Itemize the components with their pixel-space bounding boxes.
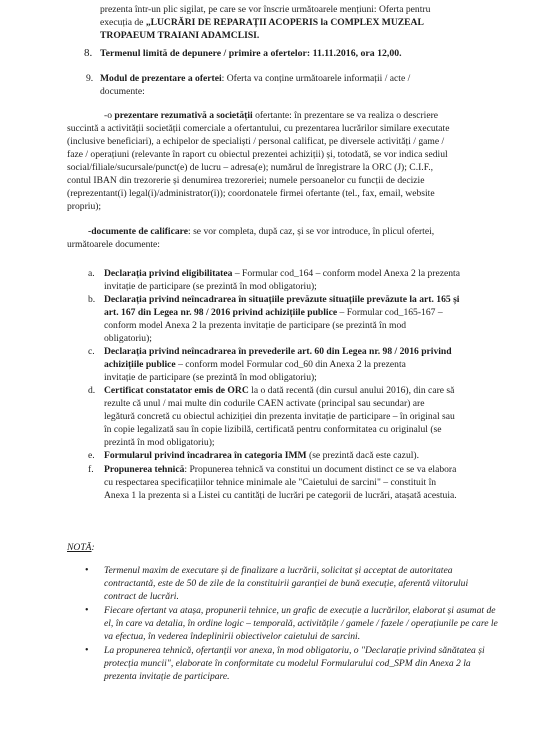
doc-item-line: prezintă în mod obligatoriu);	[104, 437, 215, 448]
doc-item-line: obligatoriu);	[104, 333, 152, 344]
deadline-text: Termenul limită de depunere / primire a ofertelor: 11.11.2016, ora 12,00.	[100, 48, 402, 59]
doc-item-line: achizițiile publice – conform model Formular cod_60 din Anexa 2 la prezenta	[104, 359, 406, 370]
nota-item-line: va efectua, în vederea îndeplinirii obiectivelor caietului de sarcini.	[104, 631, 361, 642]
doc-item-label: c.	[88, 346, 95, 357]
prezentare-line: succintă a activității societății comerciale a ofertantului, cu prezentarea lucrărilor similare executate	[67, 123, 450, 134]
doc-item-label: e.	[88, 450, 95, 461]
project-title-cont: TROPAEUM TRAIANI ADAMCLISI.	[100, 30, 260, 41]
intro-line-2: execuția de „LUCRĂRI DE REPARAȚII ACOPERIS la COMPLEX MUZEAL	[100, 17, 424, 28]
doc-item-line: Propunerea tehnică: Propunerea tehnică va constitui un document distinct ce se va elabora	[104, 464, 457, 475]
doc-item-line: Declarația privind neîncadrarea în prevederile art. 60 din Legea nr. 98 / 2016 privind	[104, 346, 452, 357]
nota-item-line: contract de lucrări.	[104, 591, 179, 602]
doc-item-line: în copie legalizată sau în copie lizibilă, certificată pentru conformitatea cu originalul (se	[104, 424, 442, 435]
doc-item-label: a.	[88, 268, 95, 279]
project-title: „LUCRĂRI DE REPARAȚII ACOPERIS la COMPLEX MUZEAL	[145, 17, 424, 28]
item-9-heading: Modul de prezentare a ofertei: Oferta va conține următoarele informații / acte /	[100, 73, 411, 84]
doc-item-line: Certificat constatator emis de ORC la o dată recentă (din cursul anului 2016), din care să	[104, 385, 455, 396]
calificare-lead-cont: următoarele documente:	[67, 239, 160, 250]
doc-item-line: conform model Anexa 2 la prezenta invitație de participare (se prezintă în mod	[104, 320, 407, 331]
nota-bullet-icon: •	[85, 565, 89, 576]
item-8-number: 8.	[84, 47, 93, 59]
doc-item-line: invitație de participare (se prezintă în mod obligatoriu);	[104, 372, 317, 383]
doc-item-label: d.	[88, 385, 96, 396]
doc-item-line: cu respectarea specificațiilor tehnice minimale ale "Caietului de sarcini" – constituit în	[104, 477, 437, 488]
prezentare-line: faze / operațiuni (relevante în raport cu obiectul prezentei achiziții) și, totodată, se vor indica sediul	[67, 149, 448, 160]
doc-item-line: Declarația privind neîncadrarea în situațiile prevăzute situațiile prevăzute la art. 165 și	[104, 294, 460, 305]
doc-item-label: f.	[88, 464, 94, 475]
nota-item-line: contractantă, este de 50 de zile de la constituirii garanției de bună execuție, aferentă viitorului	[104, 578, 469, 589]
prezentare-line: social/filiale/sucursale/punct(e) de lucru – adresa(e); numărul de înregistrare la ORC (J); C.I.F.,	[67, 162, 434, 173]
prezentare-line: (inclusive beneficiari), a echipelor de specialiști / personal calificat, pe diversele activități / game /	[67, 136, 445, 147]
doc-item-line: invitație de participare (se prezintă în mod obligatoriu);	[104, 281, 317, 292]
calificare-lead: -documente de calificare: se vor completa, după caz, și se vor introduce, în plicul ofertei,	[88, 226, 435, 237]
doc-item-line: Formularul privind încadrarea în categoria IMM (se prezintă dacă este cazul).	[104, 450, 419, 461]
prezentare-line: propriu);	[67, 201, 102, 212]
doc-item-line: Anexa 1 la prezenta si a Listei cu cantități de lucrări pe categorii de lucrări, atașată acestuia.	[104, 490, 457, 501]
nota-item-line: Fiecare ofertant va atașa, propunerii tehnice, un grafic de execuție a lucrărilor, elaborat și asumat de	[104, 605, 496, 616]
nota-item-line: el, în care va detalia, în ordine logic – temporală, activitățile / gamele / fazele / operațiunile pe care le	[104, 618, 498, 629]
item-9-heading-cont: documente:	[100, 86, 145, 97]
prezentare-line: contul IBAN din trezorerie și denumirea trezoreriei; numele persoanelor cu funcții de decizie	[67, 175, 425, 186]
doc-item-line: Declarația privind eligibilitatea – Formular cod_164 – conform model Anexa 2 la prezenta	[104, 268, 460, 279]
nota-item-line: protecția muncii", elaborate în conformitate cu modelul Formularului cod_SPM din Anexa 2 la	[104, 658, 471, 669]
nota-item-line: La propunerea tehnică, ofertanții vor anexa, în mod obligatoriu, o "Declarație privind sănătatea și	[104, 645, 485, 656]
prezentare-lead: -o prezentare rezumativă a societății ofertante: în prezentare se va realiza o descriere	[104, 110, 439, 121]
item-9-number: 9.	[86, 73, 94, 84]
nota-item-line: prezenta invitație de participare.	[104, 671, 230, 682]
prezentare-line: (reprezentant(i) legal(i)/administrator(i)); coordonatele firmei ofertante (tel., fax, email, website	[67, 188, 435, 199]
nota-heading: NOTĂ:	[67, 542, 95, 553]
nota-bullet-icon: •	[85, 645, 89, 656]
doc-item-line: legătură concretă cu obiectul achiziției din prezenta invitație de participare – în original sau	[104, 411, 455, 422]
doc-item-line: art. 167 din Legea nr. 98 / 2016 privind achizițiile publice – Formular cod_165-167 –	[104, 307, 443, 318]
nota-item-line: Termenul maxim de executare și de finalizare a lucrării, solicitat și acceptat de autoritatea	[104, 565, 453, 576]
doc-item-line: rezulte că unul / mai multe din codurile CAEN activate (principal sau secundar) are	[104, 398, 425, 409]
intro-line-1: prezenta într-un plic sigilat, pe care se vor înscrie următoarele mențiuni: Oferta pentru	[100, 4, 431, 15]
doc-item-label: b.	[88, 294, 96, 305]
nota-bullet-icon: •	[85, 605, 89, 616]
